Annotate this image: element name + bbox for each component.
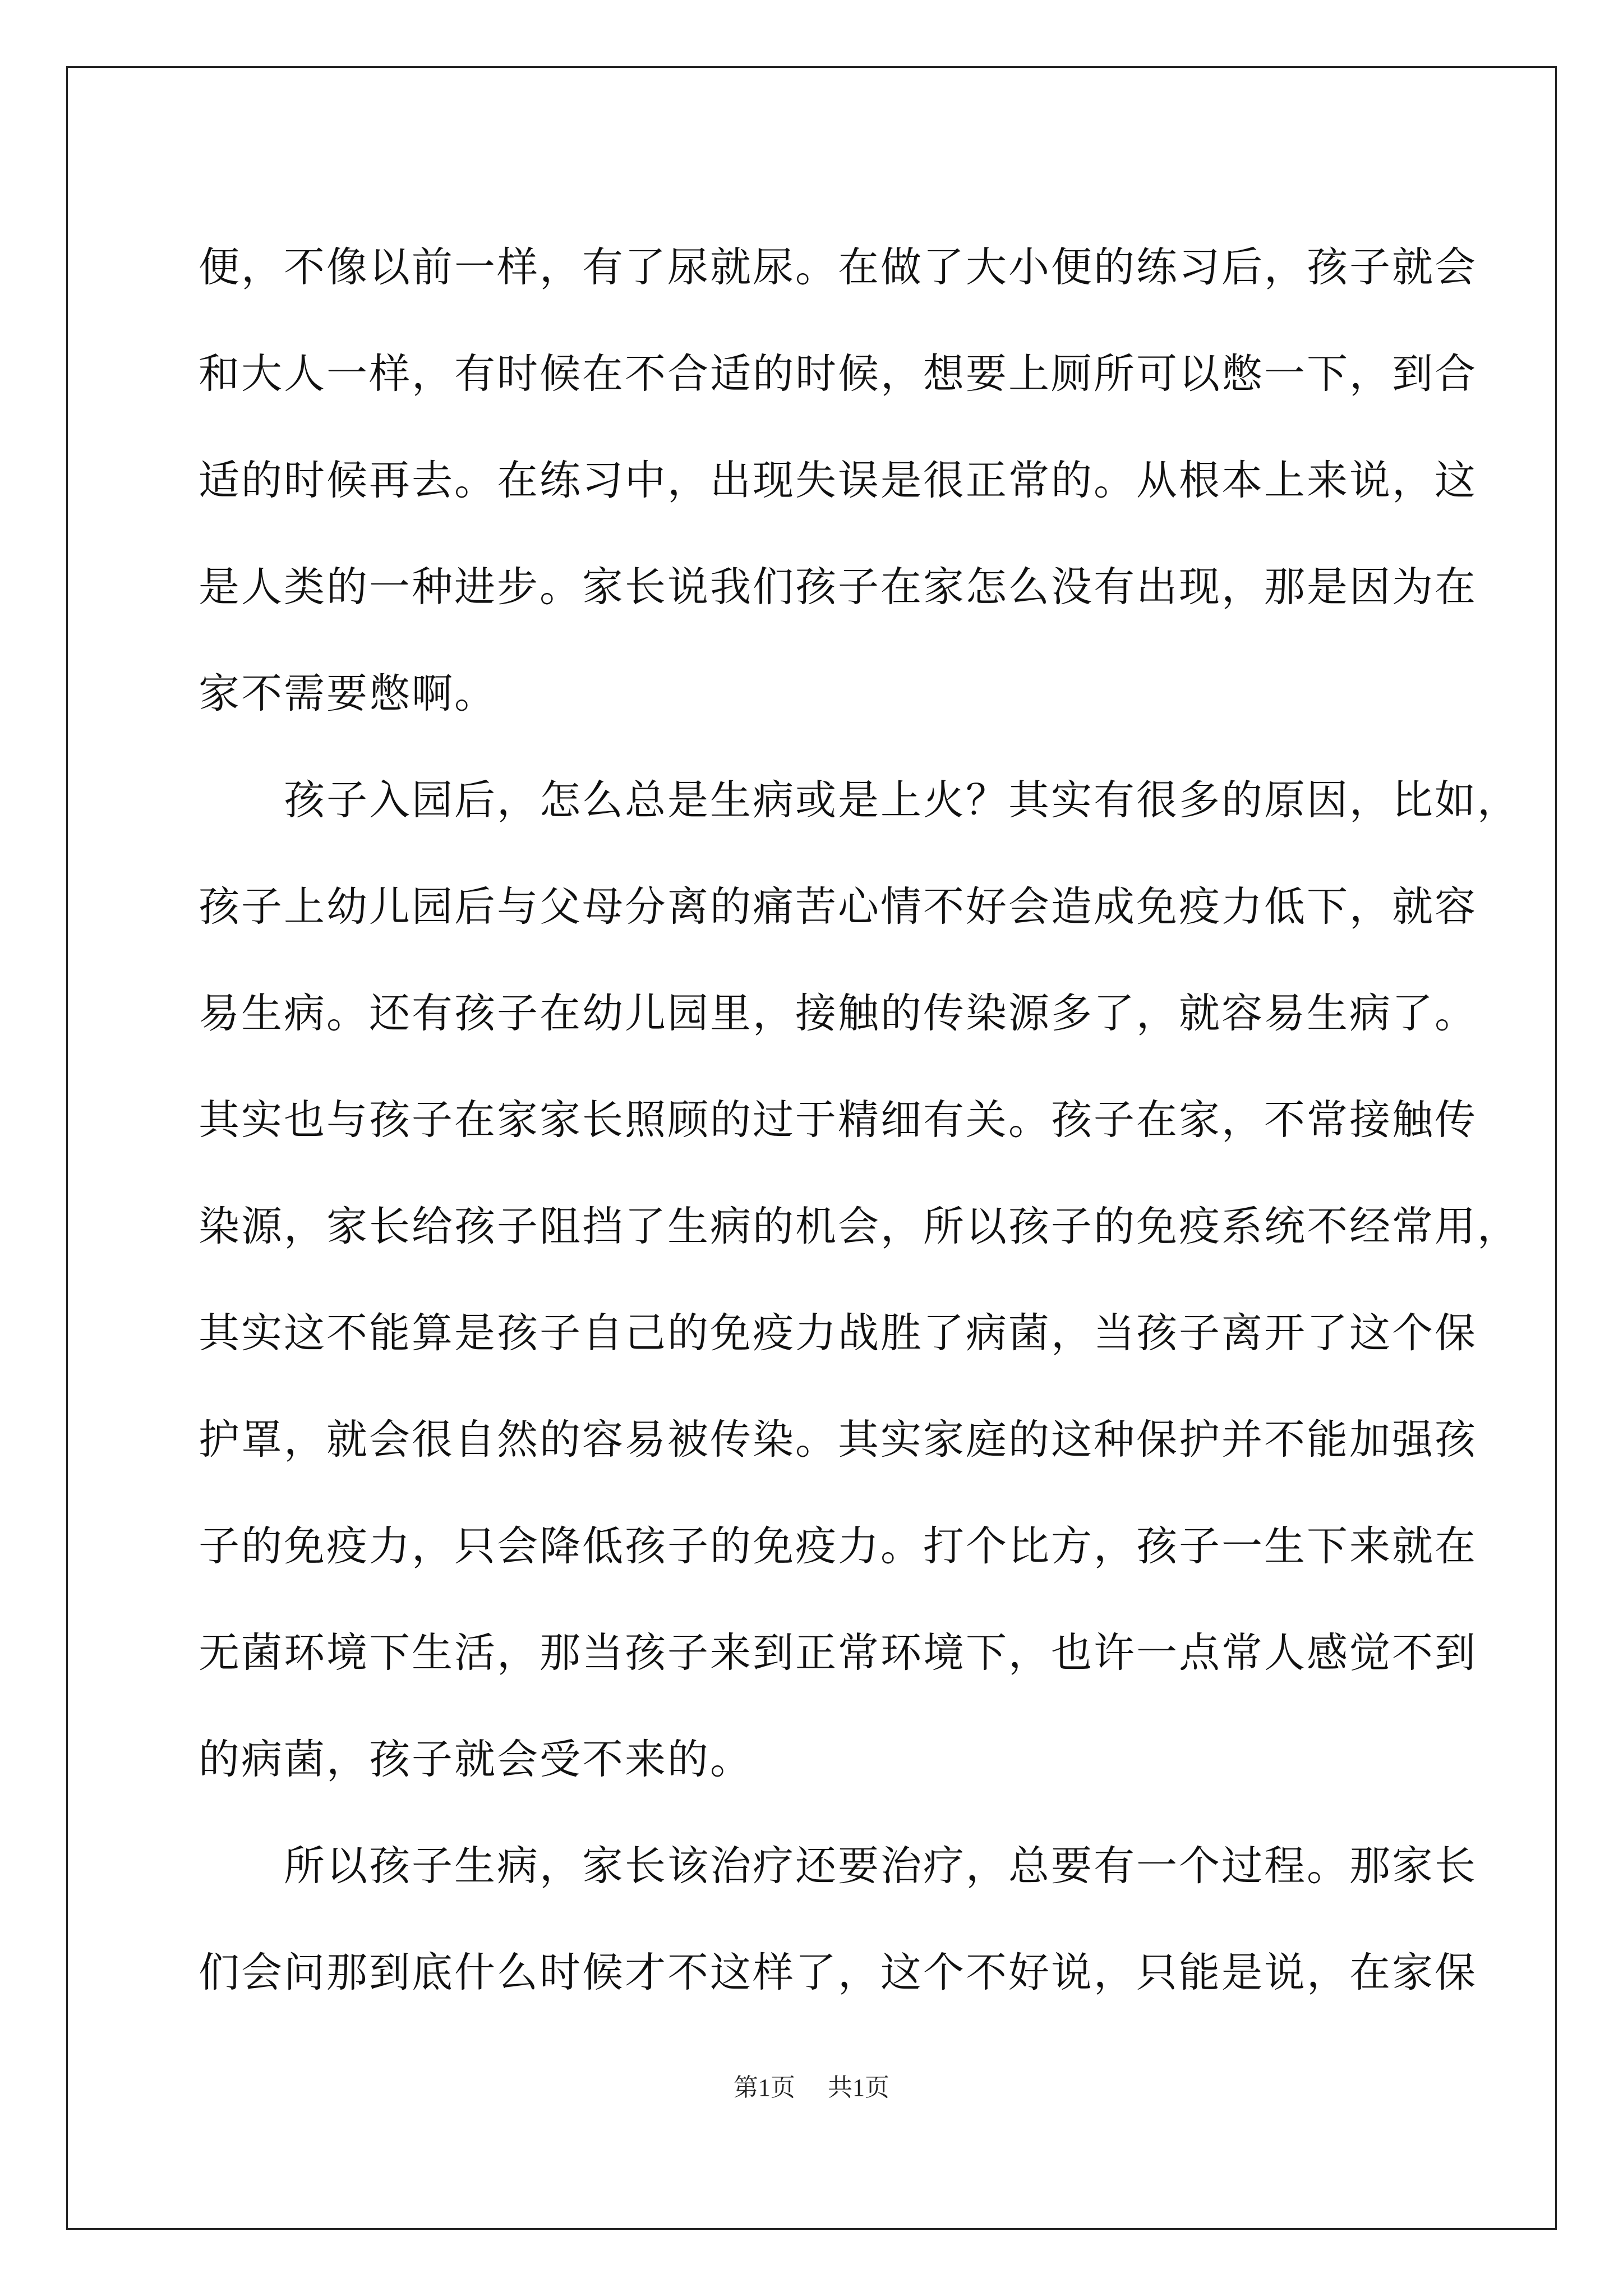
- text-line: 其实这不能算是孩子自己的免疫力战胜了病菌，当孩子离开了这个保: [199, 1309, 1477, 1357]
- page-footer: [0, 2071, 1623, 2105]
- page-number: 第1页: [734, 2074, 795, 2101]
- text-line: 染源，家长给孩子阻挡了生病的机会，所以孩子的免疫系统不经常用，: [199, 1203, 1520, 1250]
- text-line: 们会问那到底什么时候才不这样了，这个不好说，只能是说，在家保: [199, 1949, 1477, 1996]
- text-line: 孩子上幼儿园后与父母分离的痛苦心情不好会造成免疫力低下，就容: [199, 883, 1477, 931]
- document-body: [199, 214, 1520, 2026]
- text-line: 所以孩子生病，家长该治疗还要治疗，总要有一个过程。那家长: [284, 1842, 1477, 1890]
- page-total: 共1页: [828, 2074, 889, 2101]
- text-line: 子的免疫力，只会降低孩子的免疫力。打个比方，孩子一生下来就在: [199, 1522, 1477, 1570]
- text-line: 护罩，就会很自然的容易被传染。其实家庭的这种保护并不能加强孩: [199, 1416, 1477, 1464]
- text-line: 孩子入园后，怎么总是生病或是上火？其实有很多的原因，比如，: [284, 776, 1520, 824]
- text-line: 和大人一样，有时候在不合适的时候，想要上厕所可以憋一下，到合: [199, 350, 1477, 398]
- text-line: 易生病。还有孩子在幼儿园里，接触的传染源多了，就容易生病了。: [199, 990, 1477, 1037]
- text-line: 的病菌，孩子就会受不来的。: [199, 1736, 753, 1783]
- text-line: 其实也与孩子在家家长照顾的过于精细有关。孩子在家，不常接触传: [199, 1096, 1477, 1144]
- text-line: 便，不像以前一样，有了尿就尿。在做了大小便的练习后，孩子就会: [199, 243, 1477, 291]
- text-line: 无菌环境下生活，那当孩子来到正常环境下，也许一点常人感觉不到: [199, 1629, 1477, 1677]
- text-line: 适的时候再去。在练习中，出现失误是很正常的。从根本上来说，这: [199, 457, 1477, 504]
- text-line: 家不需要憋啊。: [199, 670, 497, 717]
- text-line: 是人类的一种进步。家长说我们孩子在家怎么没有出现，那是因为在: [199, 563, 1477, 611]
